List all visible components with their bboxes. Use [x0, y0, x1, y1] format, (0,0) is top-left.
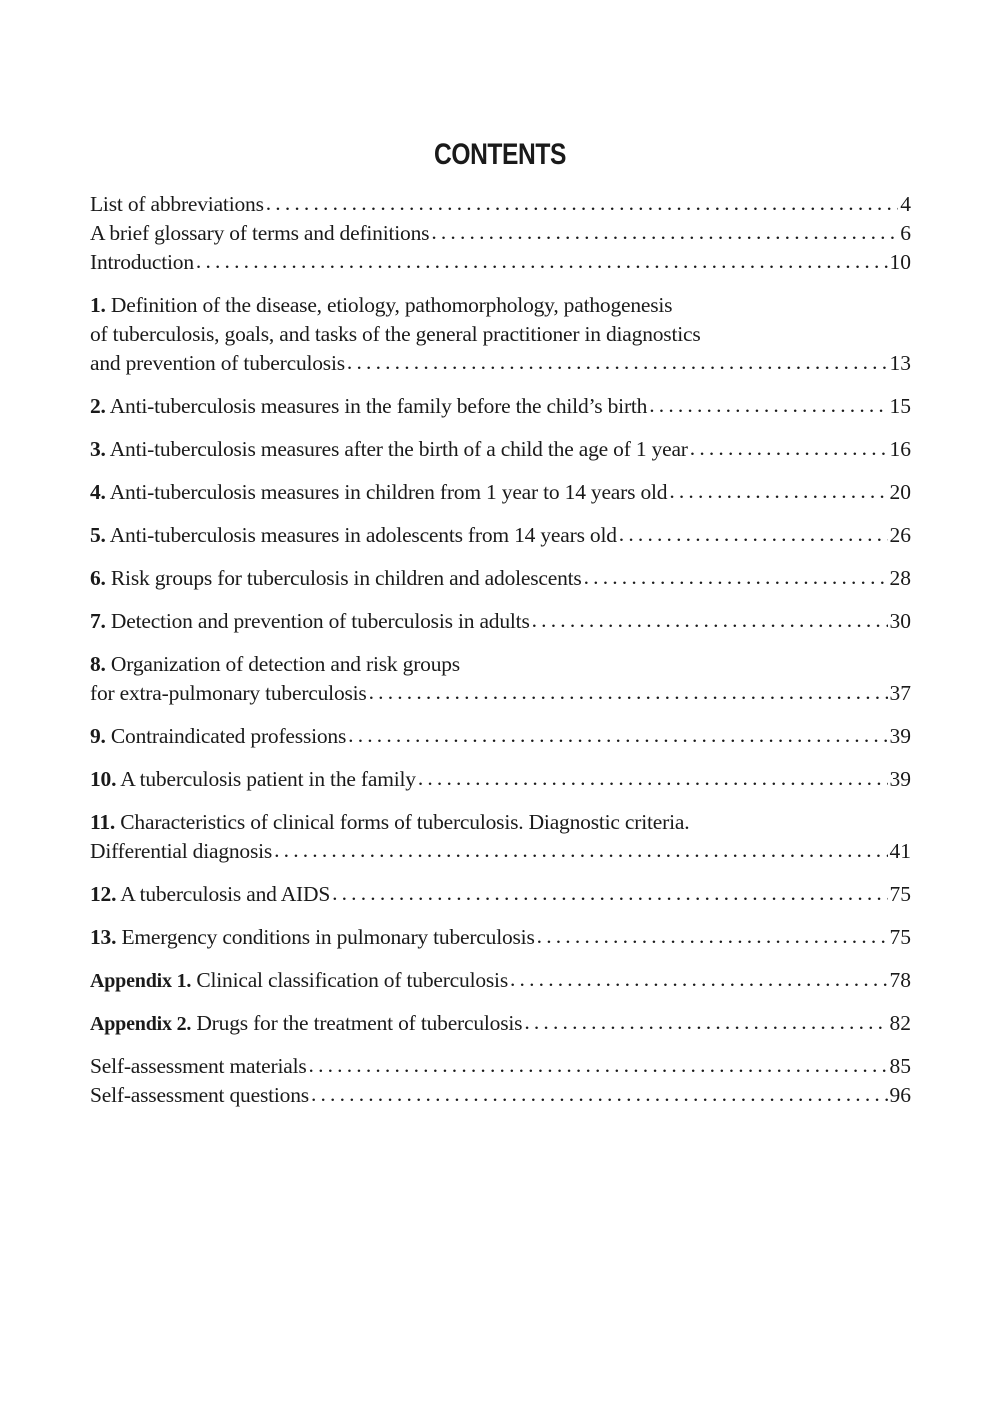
toc-front-matter [90, 190, 911, 277]
toc-entry-text: Risk groups for tuberculosis in children and adolescents [110, 566, 582, 590]
dot-leader [332, 880, 887, 908]
toc-entry-text: Characteristics of clinical forms of tuberculosis. Diagnostic criteria. [120, 810, 690, 834]
toc-entry-last-line [90, 722, 911, 751]
dot-leader [274, 837, 887, 865]
toc-entry-chapter-11[interactable] [90, 808, 911, 866]
dot-leader [584, 564, 888, 592]
dot-leader [369, 679, 888, 707]
toc-entry-text: Detection and prevention of tuberculosis in adults [110, 609, 530, 633]
chapter-number: 13. [90, 925, 117, 949]
toc-page-number: 78 [889, 968, 911, 992]
dot-leader [431, 219, 898, 247]
page-title: CONTENTS [433, 138, 567, 171]
toc-entry-last-line [90, 880, 911, 909]
table-of-contents [90, 190, 911, 1124]
toc-entry-text: Anti-tuberculosis measures in children from 1 year to 14 years old [109, 480, 668, 504]
toc-entry-chapter-10[interactable] [90, 765, 911, 794]
toc-entry-text: Introduction [90, 250, 194, 274]
toc-back-matter [90, 1052, 911, 1110]
dot-leader [196, 248, 888, 276]
toc-page-number: 6 [900, 221, 911, 245]
dot-leader [532, 607, 888, 635]
toc-entry-text: Contraindicated professions [110, 724, 347, 748]
toc-page-number: 10 [889, 250, 911, 274]
toc-entry-last-line [90, 435, 911, 464]
toc-entry-text: Anti-tuberculosis measures in the family before the child’s birth [109, 394, 648, 418]
toc-entry-last-line [90, 966, 911, 995]
toc-entry-text: A tuberculosis patient in the family [120, 767, 416, 791]
toc-page-number: 15 [889, 394, 911, 418]
chapter-number: 5. [90, 523, 106, 547]
toc-entry-last-line [90, 349, 911, 378]
toc-page-number: 82 [889, 1011, 911, 1035]
dot-leader [418, 765, 888, 793]
toc-entry-list-of-abbreviations[interactable] [90, 190, 911, 219]
toc-entry-chapter-3[interactable] [90, 435, 911, 464]
dot-leader [311, 1081, 888, 1109]
toc-page-number: 75 [889, 925, 911, 949]
toc-entry-last-line [90, 1009, 911, 1038]
toc-entry-text: Anti-tuberculosis measures after the birth of a child the age of 1 year [109, 437, 688, 461]
chapter-number: 12. [90, 882, 117, 906]
toc-entry-last-line [90, 923, 911, 952]
toc-entry-chapter-7[interactable] [90, 607, 911, 636]
chapter-number: 2. [90, 394, 106, 418]
toc-entry-appendix-2[interactable] [90, 1009, 911, 1038]
toc-page-number: 41 [889, 839, 911, 863]
toc-page-number: 20 [889, 480, 911, 504]
toc-entry-chapter-13[interactable] [90, 923, 911, 952]
dot-leader [649, 392, 887, 420]
toc-page-number: 16 [889, 437, 911, 461]
toc-entry-chapter-5[interactable] [90, 521, 911, 550]
toc-entry-last-line [90, 837, 911, 866]
toc-page-number: 37 [889, 681, 911, 705]
toc-entry-text: Clinical classification of tuberculosis [196, 968, 508, 992]
toc-page-number: 39 [889, 724, 911, 748]
toc-entry-text: List of abbreviations [90, 192, 264, 216]
toc-entry-line [90, 650, 911, 679]
toc-page-number: 26 [889, 523, 911, 547]
toc-page-number: 39 [889, 767, 911, 791]
chapter-number: 6. [90, 566, 106, 590]
chapter-number: 3. [90, 437, 106, 461]
dot-leader [347, 349, 888, 377]
dot-leader [309, 1052, 888, 1080]
toc-entry-line [90, 808, 911, 837]
dot-leader [348, 722, 887, 750]
dot-leader [619, 521, 888, 549]
toc-page-number: 75 [889, 882, 911, 906]
toc-page-number: 13 [889, 351, 911, 375]
dot-leader [266, 190, 899, 218]
toc-entry-last-line [90, 478, 911, 507]
chapter-number: 9. [90, 724, 106, 748]
chapter-number: 1. [90, 293, 106, 317]
toc-entry-text: for extra-pulmonary tuberculosis [90, 681, 367, 705]
toc-entry-chapter-6[interactable] [90, 564, 911, 593]
toc-entry-line: of tuberculosis, goals, and tasks of the general practitioner in diagnostics [90, 322, 701, 346]
toc-entry-last-line [90, 564, 911, 593]
toc-page-number: 85 [889, 1054, 911, 1078]
toc-entry-introduction[interactable] [90, 248, 911, 277]
chapter-number: 8. [90, 652, 106, 676]
dot-leader [510, 966, 888, 994]
toc-entry-text: and prevention of tuberculosis [90, 351, 345, 375]
toc-entry-last-line [90, 392, 911, 421]
toc-entry-glossary[interactable] [90, 219, 911, 248]
toc-entry-text: Self-assessment materials [90, 1054, 307, 1078]
chapter-number: 10. [90, 767, 117, 791]
toc-entry-chapter-4[interactable] [90, 478, 911, 507]
toc-entry-text: Definition of the disease, etiology, pathomorphology, pathogenesis [110, 293, 673, 317]
toc-entry-chapter-2[interactable] [90, 392, 911, 421]
toc-entry-text: Self-assessment questions [90, 1083, 309, 1107]
toc-page-number: 4 [900, 192, 911, 216]
toc-page-number: 96 [889, 1083, 911, 1107]
dot-leader [524, 1009, 887, 1037]
toc-entry-chapter-12[interactable] [90, 880, 911, 909]
toc-entry-text: A brief glossary of terms and definitions [90, 221, 430, 245]
toc-entry-text: Emergency conditions in pulmonary tuberculosis [121, 925, 535, 949]
appendix-label: Appendix 2. [90, 1013, 192, 1035]
dot-leader [690, 435, 888, 463]
toc-entry-text: Differential diagnosis [90, 839, 273, 863]
toc-entry-chapter-9[interactable] [90, 722, 911, 751]
chapter-number: 11. [90, 810, 116, 834]
toc-entry-last-line [90, 679, 911, 708]
toc-entry-self-assessment-materials[interactable] [90, 1052, 911, 1081]
toc-entry-last-line [90, 607, 911, 636]
toc-page-number: 30 [889, 609, 911, 633]
toc-entry-chapter-1[interactable] [90, 291, 911, 378]
toc-entry-appendix-1[interactable] [90, 966, 911, 995]
chapter-number: 7. [90, 609, 106, 633]
toc-entry-chapter-8[interactable] [90, 650, 911, 708]
chapter-number: 4. [90, 480, 106, 504]
toc-entry-last-line [90, 765, 911, 794]
toc-entry-text: Drugs for the treatment of tuberculosis [196, 1011, 523, 1035]
dot-leader [669, 478, 887, 506]
dot-leader [537, 923, 888, 951]
toc-entry-line [90, 291, 911, 320]
toc-page-number: 28 [889, 566, 911, 590]
appendix-label: Appendix 1. [90, 970, 192, 992]
toc-entry-text: Organization of detection and risk groups [110, 652, 460, 676]
toc-entry-text: A tuberculosis and AIDS [120, 882, 331, 906]
toc-entry-self-assessment-questions[interactable] [90, 1081, 911, 1110]
toc-entry-text: Anti-tuberculosis measures in adolescents from 14 years old [109, 523, 617, 547]
toc-entry-last-line [90, 521, 911, 550]
